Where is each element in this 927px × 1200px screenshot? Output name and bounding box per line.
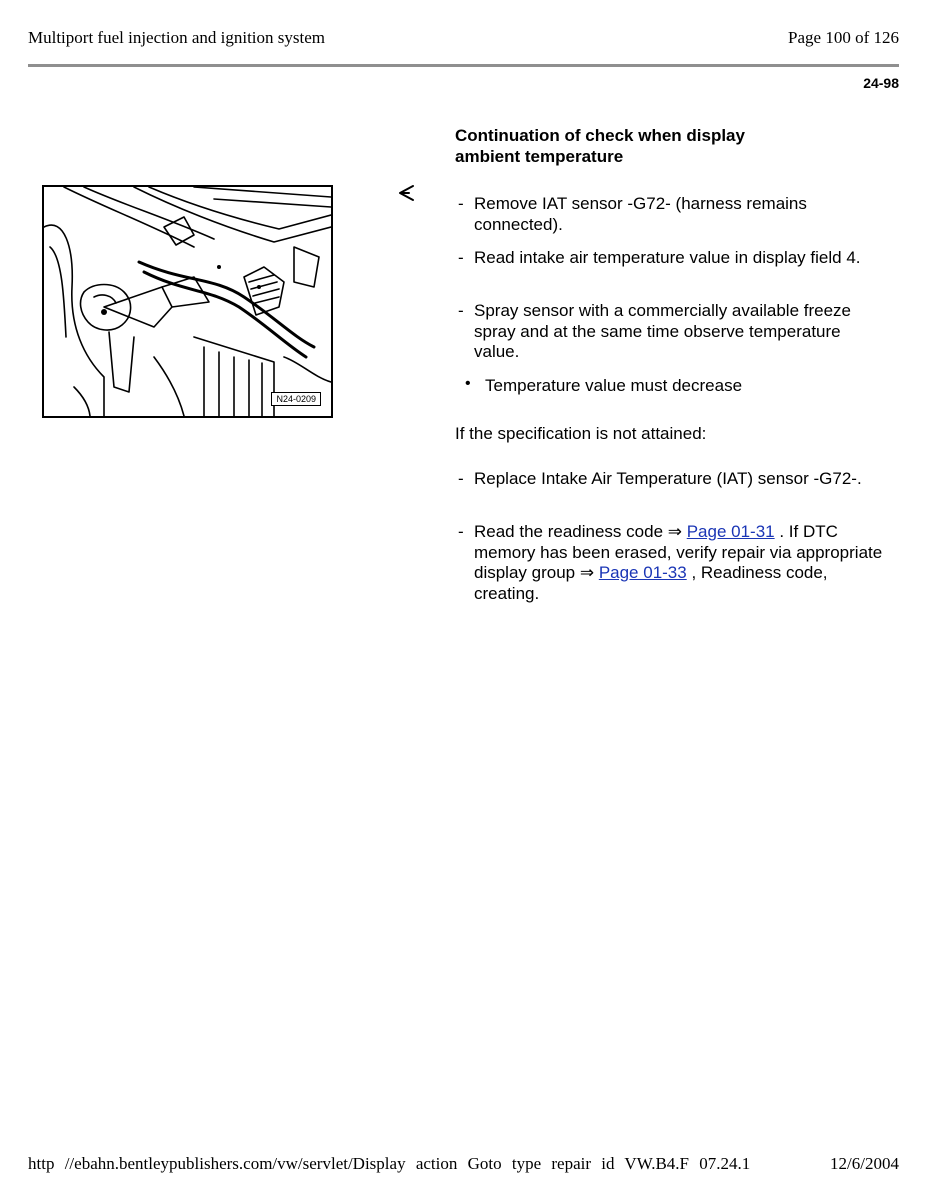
heading-line-1: Continuation of check when display xyxy=(455,126,745,145)
step-readiness-code xyxy=(458,522,888,604)
step-text: Read intake air temperature value in display field 4. xyxy=(474,248,861,267)
step-dash: - xyxy=(458,248,464,267)
specification-note: If the specification is not attained: xyxy=(455,424,707,443)
link-page-01-31[interactable]: Page 01-31 xyxy=(686,522,775,541)
step-dash: - xyxy=(458,301,464,320)
bullet-text: Temperature value must decrease xyxy=(485,376,743,395)
footer-date: 12/6/2004 xyxy=(830,1154,899,1173)
bullet-dot: • xyxy=(465,375,471,392)
engine-figure xyxy=(42,185,333,418)
step-read-temperature xyxy=(458,248,888,269)
step-text xyxy=(474,522,888,604)
header-divider xyxy=(28,64,899,67)
step-dash: - xyxy=(458,194,464,213)
readiness-text-2: . If DTC memory has been erased, verify repair via appropriate display group ⇒ xyxy=(474,522,883,582)
section-code: 24-98 xyxy=(863,75,899,91)
step-dash: - xyxy=(458,469,464,488)
step-remove-sensor xyxy=(458,194,888,235)
arrow-pointer-icon xyxy=(398,184,416,202)
step-text: Replace Intake Air Temperature (IAT) sensor -G72-. xyxy=(474,469,862,488)
readiness-text-1: Read the readiness code ⇒ xyxy=(474,522,687,541)
link-page-01-33[interactable]: Page 01-33 xyxy=(598,563,687,582)
figure-label: N24-0209 xyxy=(271,392,321,406)
step-spray-sensor xyxy=(458,301,888,363)
document-title: Multiport fuel injection and ignition system xyxy=(28,28,325,47)
footer-url: http //ebahn.bentleypublishers.com/vw/servlet/Display action Goto type repair id VW.B4.F 07.24.1 xyxy=(28,1154,751,1173)
heading-line-2: ambient temperature xyxy=(455,147,624,166)
engine-illustration xyxy=(44,187,331,416)
result-bullet xyxy=(465,376,885,397)
readiness-text-3: , Readiness code, creating. xyxy=(474,563,828,603)
step-text: Remove IAT sensor -G72- (harness remains connected). xyxy=(474,194,807,234)
step-dash: - xyxy=(458,522,464,541)
step-replace-sensor xyxy=(458,469,888,490)
page-counter: Page 100 of 126 xyxy=(788,28,899,47)
step-text: Spray sensor with a commercially available freeze spray and at the same time observe temperature value. xyxy=(474,301,851,361)
section-heading xyxy=(455,125,815,167)
